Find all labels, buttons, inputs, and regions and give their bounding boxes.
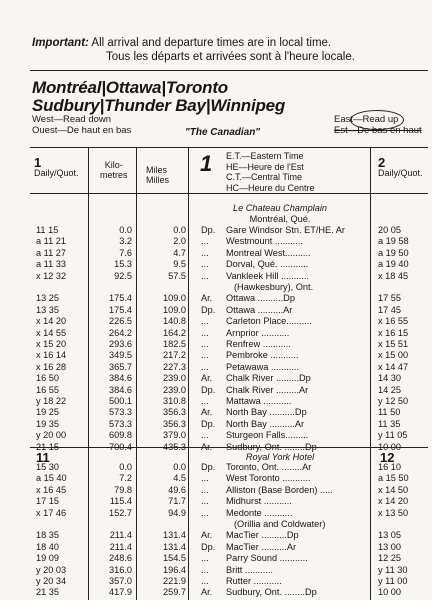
eastbound-time: x 14 50 xyxy=(378,484,409,495)
eastbound-time: 13 05 xyxy=(378,530,401,541)
miles: 94.9 xyxy=(168,507,186,518)
eastbound-time: 13 00 xyxy=(378,541,401,552)
route-title xyxy=(32,79,285,115)
eastbound-time: 17 45 xyxy=(378,304,401,315)
eastbound-time: x 15 51 xyxy=(378,339,409,349)
east-read-up: East—Read up xyxy=(334,114,399,125)
miles: 239.0 xyxy=(163,384,186,395)
station-name: Britt ........... xyxy=(226,564,273,575)
westbound-time: 21 15 xyxy=(36,441,59,452)
table-row xyxy=(0,305,432,316)
tz-line: HE—Heure de l'Est xyxy=(226,161,304,172)
table-row xyxy=(0,565,432,576)
table-row xyxy=(0,339,432,350)
table-row xyxy=(0,293,432,304)
table-row xyxy=(0,530,432,541)
eastbound-time: y 12 50 xyxy=(378,396,409,406)
table-row xyxy=(0,407,432,418)
eastbound-time: a 19 58 xyxy=(378,236,409,247)
station-name: (Hawkesbury), Ont. xyxy=(234,282,314,292)
stop-type: ... xyxy=(201,259,209,270)
eastbound-time: 11 35 xyxy=(378,418,401,429)
station-name: Medonte ........... xyxy=(226,507,293,518)
stop-type: Ar. xyxy=(201,530,213,541)
important-notice xyxy=(32,36,355,64)
westbound-time: a 11 21 xyxy=(36,236,66,247)
kilometres: 7.6 xyxy=(119,247,132,258)
timezone-legend xyxy=(226,151,315,193)
table-row xyxy=(0,282,432,293)
col1-label: Daily/Quot. xyxy=(34,168,79,178)
station-name: MacTier ..........Ar xyxy=(226,541,297,552)
stop-type: Ar. xyxy=(201,293,213,304)
stop-type: Dp. xyxy=(201,462,216,472)
miles: 356.3 xyxy=(163,407,186,418)
station-name: Mattawa ........... xyxy=(226,396,292,406)
station-name: Arnprior ........... xyxy=(226,327,290,338)
kilometres: 293.6 xyxy=(109,339,132,349)
miles: 196.4 xyxy=(163,564,186,575)
stop-type: Ar. xyxy=(201,587,213,598)
stop-type: ... xyxy=(201,361,209,372)
table-row xyxy=(0,485,432,496)
westbound-time: x 16 28 xyxy=(36,361,67,372)
eastbound-time: x 13 50 xyxy=(378,507,409,518)
miles: 4.7 xyxy=(173,247,186,258)
stop-type: ... xyxy=(201,316,209,327)
table-row xyxy=(0,362,432,373)
westbound-time: x 12 32 xyxy=(36,270,67,281)
westbound-time: a 15 40 xyxy=(36,473,67,484)
westbound-time: 19 09 xyxy=(36,553,59,564)
table-row xyxy=(0,373,432,384)
westbound-time: 13 25 xyxy=(36,293,59,304)
miles: 164.2 xyxy=(163,327,186,338)
station-name: North Bay ..........Ar xyxy=(226,418,305,429)
station-name: Sudbury, Ont. ........Dp xyxy=(226,587,317,598)
stop-type: ... xyxy=(201,327,209,338)
kilometres: 573.3 xyxy=(109,418,132,429)
eastbound-time: x 18 45 xyxy=(378,270,409,281)
col1-header xyxy=(34,155,79,178)
stop-type: ... xyxy=(201,236,209,247)
westbound-time: 13 35 xyxy=(36,304,59,315)
section2-hotel: Royal York Hotel xyxy=(245,452,315,462)
eastbound-time: x 14 20 xyxy=(378,496,409,507)
kilometres: 211.4 xyxy=(109,541,132,552)
stop-type: ... xyxy=(201,350,209,361)
miles: 435.3 xyxy=(163,441,186,452)
eastbound-time: 10 00 xyxy=(378,441,401,452)
tz-line: HC—Heure du Centre xyxy=(226,182,315,193)
stop-type: ... xyxy=(201,553,209,564)
station-name: Westmount ........... xyxy=(226,236,303,247)
eastbound-time: 14 30 xyxy=(378,373,401,384)
stop-type: Dp. xyxy=(201,418,216,429)
kilometres: 500.1 xyxy=(109,396,132,406)
route-title-line1: Montréal|Ottawa|Toronto xyxy=(32,78,228,97)
kilometres: 0.0 xyxy=(119,225,132,235)
westbound-time: 18 40 xyxy=(36,541,59,552)
miles: 379.0 xyxy=(163,430,186,441)
table-row xyxy=(0,473,432,484)
eastbound-time: 16 10 xyxy=(378,462,401,472)
kilometres: 0.0 xyxy=(119,462,132,472)
westbound-time: x 14 20 xyxy=(36,316,67,327)
westbound-time: 16 55 xyxy=(36,384,59,395)
table-row xyxy=(0,271,432,282)
westbound-time: 15 30 xyxy=(36,462,59,472)
station-name: North Bay ..........Dp xyxy=(226,407,307,418)
kilometres: 349.5 xyxy=(109,350,132,361)
table-row xyxy=(0,576,432,587)
stop-type: ... xyxy=(201,247,209,258)
westbound-time: y 18 22 xyxy=(36,396,67,406)
miles: 259.7 xyxy=(163,587,186,598)
station-name: Renfrew ........... xyxy=(226,339,291,349)
kilometres: 365.7 xyxy=(109,361,132,372)
col2-number: 2 xyxy=(378,155,386,170)
eastbound-time: 10 00 xyxy=(378,587,401,598)
tz-line: C.T.—Central Time xyxy=(226,172,303,182)
station-name: MacTier ..........Dp xyxy=(226,530,299,541)
eastbound-time: a 19 50 xyxy=(378,247,409,258)
kilometres: 384.6 xyxy=(109,373,132,384)
stop-type: Dp. xyxy=(201,304,216,315)
eastbound-time: 20 05 xyxy=(378,225,401,235)
section2-left-number: 11 xyxy=(36,450,50,465)
train-name: "The Canadian" xyxy=(185,127,261,138)
table-row xyxy=(0,316,432,327)
kilometres: 152.7 xyxy=(109,507,132,518)
westbound-time: x 15 20 xyxy=(36,339,67,349)
station-name: Petawawa ........... xyxy=(226,361,300,372)
kilometres: 3.2 xyxy=(119,236,132,247)
westbound-time: x 16 14 xyxy=(36,350,67,361)
stop-type: Dp. xyxy=(201,225,216,235)
table-row xyxy=(0,462,432,473)
station-name: Carleton Place.......... xyxy=(226,316,312,327)
header-bottom-rule xyxy=(30,193,428,194)
header-top-rule xyxy=(30,147,428,148)
miles: 227.3 xyxy=(163,361,186,372)
station-name: Toronto, Ont. ........Ar xyxy=(226,462,312,472)
westbound-time: 16 50 xyxy=(36,373,59,384)
eastbound-time: y 11 30 xyxy=(378,564,408,575)
section-divider xyxy=(30,447,428,448)
stop-type: Ar. xyxy=(201,441,213,452)
miles: 154.5 xyxy=(163,553,186,564)
miles: 109.0 xyxy=(163,304,186,315)
stop-type: ... xyxy=(201,339,209,349)
station-name: Pembroke ........... xyxy=(226,350,299,361)
kilometres: 264.2 xyxy=(109,327,132,338)
handwritten-circle xyxy=(350,110,404,130)
miles: 109.0 xyxy=(163,293,186,304)
eastbound-time: 14 25 xyxy=(378,384,401,395)
eastbound-time: x 15 00 xyxy=(378,350,409,361)
station-name: Ottawa ..........Dp xyxy=(226,293,295,304)
section1-hotel xyxy=(200,203,360,225)
stop-type: Dp. xyxy=(201,384,216,395)
miles: 239.0 xyxy=(163,373,186,384)
miles: 182.5 xyxy=(163,339,186,349)
station-name: Alliston (Base Borden) ..... xyxy=(226,484,333,495)
table-row xyxy=(0,225,432,236)
route-title-line2: Sudbury|Thunder Bay|Winnipeg xyxy=(32,96,286,115)
station-name: Chalk River .........Ar xyxy=(226,384,309,395)
station-name: Dorval, Qué. ........... xyxy=(226,259,309,270)
miles-label: Miles xyxy=(146,165,168,175)
kilometres: 115.4 xyxy=(109,496,132,507)
station-name: Parry Sound ........... xyxy=(226,553,308,564)
westbound-time: 21 35 xyxy=(36,587,59,598)
col2-label: Daily/Quot. xyxy=(378,168,423,178)
table-row xyxy=(0,248,432,259)
station-name: Rutter ........... xyxy=(226,576,282,586)
kilometres: 609.8 xyxy=(109,430,132,441)
stop-type: ... xyxy=(201,473,209,484)
eastbound-time: a 19 40 xyxy=(378,259,409,270)
westbound-time: 17 15 xyxy=(36,496,59,507)
westbound-time: 18 35 xyxy=(36,530,59,541)
eastbound-time: 12 25 xyxy=(378,553,401,564)
est-bas-haut: Est—De bas en haut xyxy=(334,125,422,136)
westbound-time: a 11 33 xyxy=(36,259,66,270)
westbound-time: 19 25 xyxy=(36,407,59,418)
kilometres: 92.5 xyxy=(114,270,132,281)
km-header xyxy=(100,160,128,180)
tz-line: E.T.—Eastern Time xyxy=(226,151,304,161)
important-label: Important: xyxy=(32,37,89,49)
stop-type: ... xyxy=(201,396,209,406)
stop-type: ... xyxy=(201,576,209,586)
westbound-time: 19 35 xyxy=(36,418,59,429)
station-name: West Toronto ........... xyxy=(226,473,311,484)
miles-label-2: Milles xyxy=(146,175,170,185)
miles: 57.5 xyxy=(168,270,186,281)
section2-right-number: 12 xyxy=(380,450,395,465)
eastbound-time: 17 55 xyxy=(378,293,401,304)
kilometres: 175.4 xyxy=(109,293,132,304)
table-row xyxy=(0,508,432,519)
kilometres: 417.9 xyxy=(109,587,132,598)
station-name: Midhurst ........... xyxy=(226,496,292,507)
miles: 310.8 xyxy=(163,396,186,406)
westbound-time: y 20 03 xyxy=(36,564,67,575)
table-row xyxy=(0,587,432,598)
table-row xyxy=(0,419,432,430)
kilometres: 226.5 xyxy=(109,316,132,327)
stop-type: ... xyxy=(201,484,209,495)
miles: 0.0 xyxy=(173,462,186,472)
miles: 2.0 xyxy=(173,236,186,247)
station-name: Ottawa ..........Ar xyxy=(226,304,293,315)
col1-number: 1 xyxy=(34,155,42,170)
station-name: (Orillia and Coldwater) xyxy=(234,519,326,529)
stop-type: Ar. xyxy=(201,373,213,384)
table-row xyxy=(0,542,432,553)
km-label-2: metres xyxy=(100,170,128,180)
westbound-time: a 11 27 xyxy=(36,247,66,258)
eastbound-time: x 16 15 xyxy=(378,327,409,338)
miles: 131.4 xyxy=(163,541,186,552)
table-row xyxy=(0,350,432,361)
table-row xyxy=(0,496,432,507)
eastbound-time: 11 50 xyxy=(378,407,401,418)
stop-type: ... xyxy=(201,430,209,441)
miles-header xyxy=(146,165,169,185)
station-name: Gare Windsor Stn. ET/HE. Ar xyxy=(226,225,345,235)
stop-type: ... xyxy=(201,564,209,575)
westbound-time: x 14 55 xyxy=(36,327,67,338)
ouest-haut-bas: Ouest—De haut en bas xyxy=(32,125,132,136)
station-name: Sudbury, Ont. ........Dp xyxy=(226,441,317,452)
kilometres: 7.2 xyxy=(119,473,132,484)
station-name: Vankleek Hill ........... xyxy=(226,270,310,281)
miles: 4.5 xyxy=(173,473,186,484)
miles: 356.3 xyxy=(163,418,186,429)
table-row xyxy=(0,236,432,247)
miles: 71.7 xyxy=(168,496,186,507)
stop-type: ... xyxy=(201,507,209,518)
westbound-time: x 16 45 xyxy=(36,484,67,495)
kilometres: 211.4 xyxy=(109,530,132,541)
miles: 9.5 xyxy=(173,259,186,270)
hotel-city: Montréal, Qué. xyxy=(249,214,311,224)
miles: 140.8 xyxy=(163,316,186,327)
stop-type: Ar. xyxy=(201,407,213,418)
table-row xyxy=(0,328,432,339)
km-label: Kilo- xyxy=(104,160,123,170)
kilometres: 79.8 xyxy=(114,484,132,495)
miles: 131.4 xyxy=(163,530,186,541)
divider xyxy=(30,70,428,71)
kilometres: 700.4 xyxy=(109,441,132,452)
westbound-time: y 20 00 xyxy=(36,430,67,441)
miles: 49.6 xyxy=(168,484,186,495)
westbound-time: y 20 34 xyxy=(36,576,67,586)
miles: 0.0 xyxy=(173,225,186,235)
miles: 217.2 xyxy=(163,350,186,361)
miles: 221.9 xyxy=(163,576,186,586)
eastbound-time: x 16 55 xyxy=(378,316,409,327)
col2-header xyxy=(378,155,423,178)
kilometres: 175.4 xyxy=(109,304,132,315)
table-row xyxy=(0,519,432,530)
train-number: 1 xyxy=(200,151,213,176)
station-name: Montreal West.......... xyxy=(226,247,311,258)
station-name: Chalk River .........Dp xyxy=(226,373,311,384)
eastbound-time: y 11 00 xyxy=(378,576,408,586)
kilometres: 384.6 xyxy=(109,384,132,395)
kilometres: 316.0 xyxy=(109,564,132,575)
stop-type: ... xyxy=(201,496,209,507)
notice-line-1: All arrival and departure times are in local time. xyxy=(91,37,332,49)
stop-type: Dp. xyxy=(201,541,216,552)
table-row xyxy=(0,553,432,564)
table-row xyxy=(0,430,432,441)
westbound-time: 11 15 xyxy=(36,225,59,235)
hotel-name: Le Chateau Champlain xyxy=(233,203,327,213)
eastbound-time: x 14 47 xyxy=(378,361,409,372)
kilometres: 248.6 xyxy=(109,553,132,564)
eastbound-time: a 15 50 xyxy=(378,473,409,484)
west-read-down: West—Read down xyxy=(32,114,112,125)
table-row xyxy=(0,385,432,396)
eastbound-time: y 11 05 xyxy=(378,430,408,441)
table-row xyxy=(0,259,432,270)
kilometres: 573.3 xyxy=(109,407,132,418)
station-name: Sturgeon Falls......... xyxy=(226,430,309,441)
table-row xyxy=(0,396,432,407)
westbound-time: x 17 46 xyxy=(36,507,67,518)
notice-line-2: Tous les départs et arrivées sont à l'heure locale. xyxy=(106,51,355,63)
stop-type: ... xyxy=(201,270,209,281)
kilometres: 357.0 xyxy=(109,576,132,586)
kilometres: 15.3 xyxy=(114,259,132,270)
